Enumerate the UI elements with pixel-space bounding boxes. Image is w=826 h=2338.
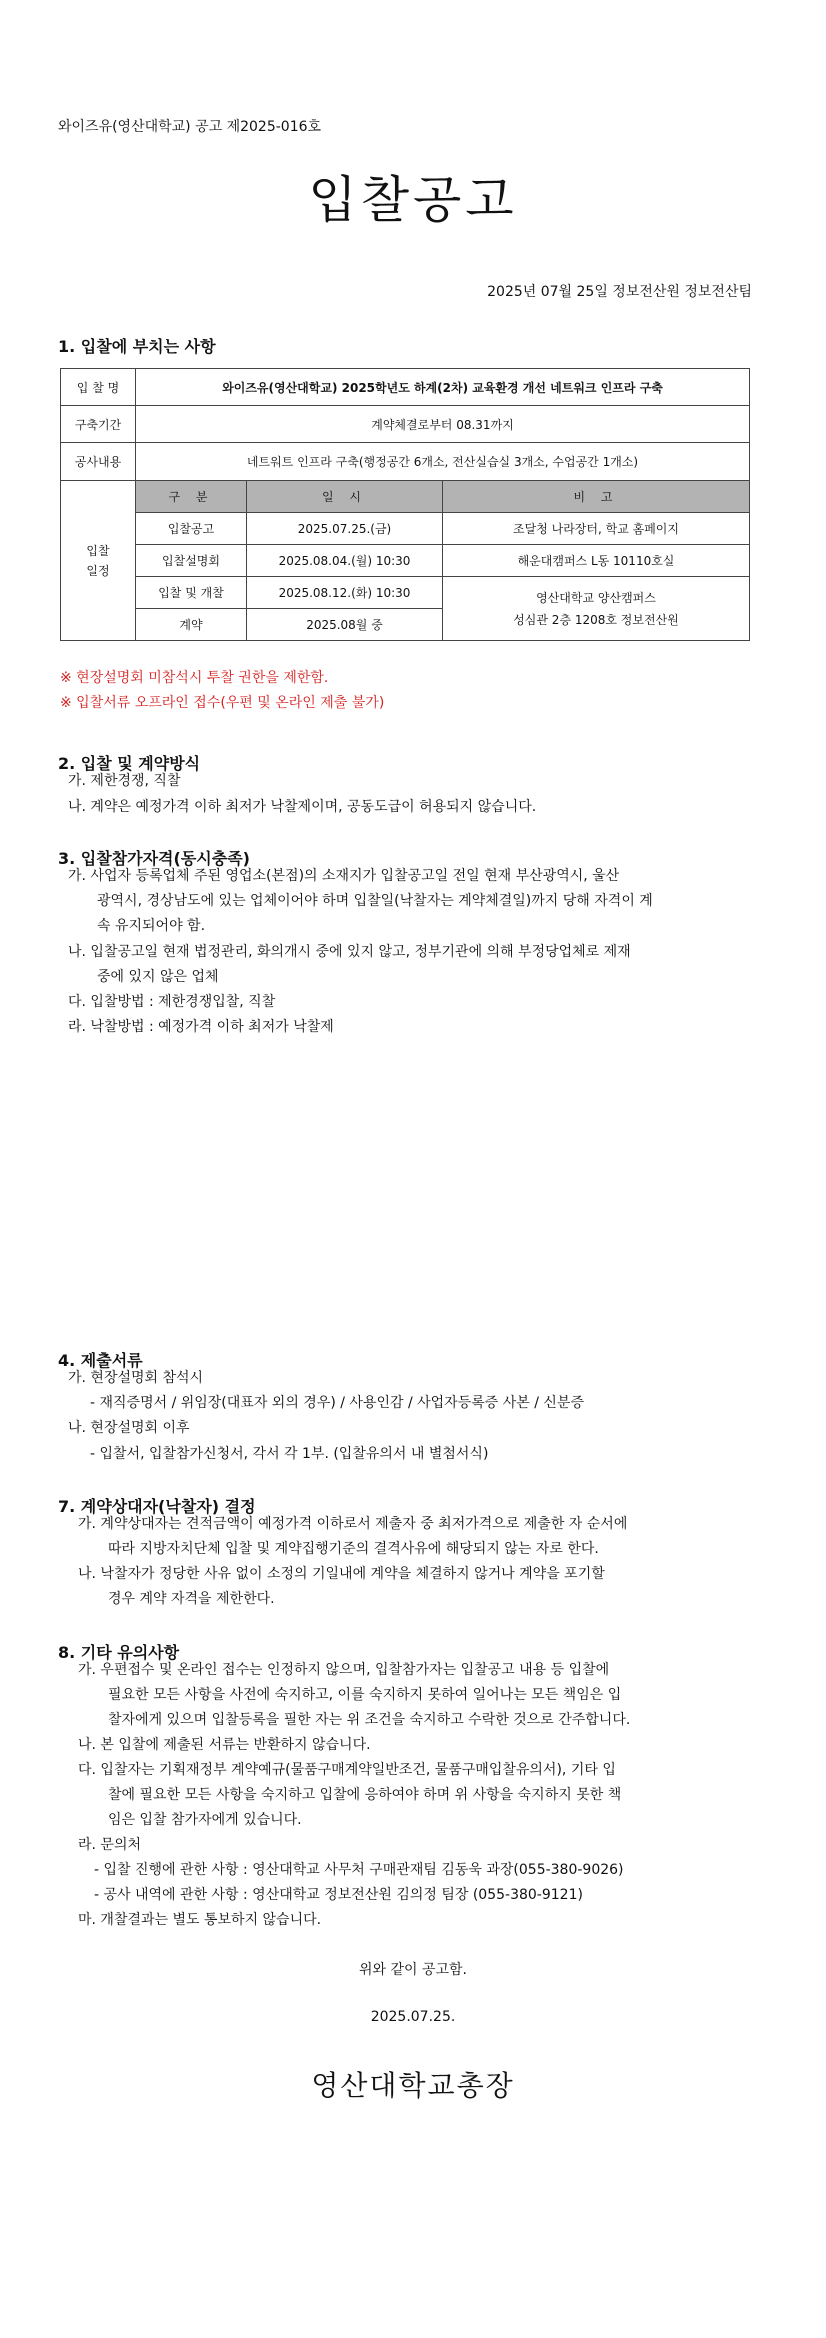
issue-date-issuer: 2025년 07월 25일 정보전산원 정보전산팀 [487,284,752,300]
s8-item-c-cont: 임은 입찰 참가자에게 있습니다. [108,1812,302,1828]
warning-text-1: ※ 현장설명회 미참석시 투찰 권한을 제한함. [60,670,329,686]
schedule-row-note: 해운대캠퍼스 L동 10110호실 [443,545,750,577]
s4-item-a: 가. 현장설명회 참석시 [68,1370,204,1386]
notice-number: 와이즈유(영산대학교) 공고 제2025-016호 [58,119,322,135]
s7-item-a-cont: 따라 지방자치단체 입찰 및 계약집행기준의 결격사유에 해당되지 않는 자로 한다. [108,1541,599,1557]
s8-item-d: 라. 문의처 [78,1837,141,1853]
bid-name-value: 와이즈유(영산대학교) 2025학년도 하계(2차) 교육환경 개선 네트워크 인프라 구축 [136,369,750,406]
s3-item-a-cont: 광역시, 경상남도에 있는 업체이어야 하며 입찰일(낙찰자는 계약체결일)까지 당해 자격이 계 [97,893,653,909]
schedule-merged-note [443,577,750,641]
period-label: 구축기간 [61,406,136,443]
s2-item: 나. 계약은 예정가격 이하 최저가 낙찰제이며, 공동도급이 허용되지 않습니다. [68,799,537,815]
schedule-row-date: 2025.07.25.(금) [247,513,443,545]
content-value: 네트워트 인프라 구축(행정공간 6개소, 전산실습실 3개소, 수업공간 1개소) [136,443,750,481]
schedule-row-note: 조달청 나라장터, 학교 홈페이지 [443,513,750,545]
s4-item-b-sub: - 입찰서, 입찰참가신청서, 각서 각 1부. (입찰유의서 내 별첨서식) [90,1446,489,1462]
s3-item-a: 가. 사업자 등록업체 주된 영업소(본점)의 소재지가 입찰공고일 전일 현재 부산광역시, 울산 [68,868,620,884]
s8-item-c: 다. 입찰자는 기획재정부 계약예규(물품구매계약일반조건, 물품구매입찰유의서), 기타 입 [78,1762,616,1778]
s3-item-b: 나. 입찰공고일 현재 법정관리, 화의개시 중에 있지 않고, 정부기관에 의해 부정당업체로 제재 [68,944,631,960]
schedule-row-type: 입찰설명회 [136,545,247,577]
section-2-heading: 2. 입찰 및 계약방식 [58,754,201,773]
schedule-row-date: 2025.08월 중 [247,609,443,641]
s8-contact-2: - 공사 내역에 관한 사항 : 영산대학교 정보전산원 김의정 팀장 (055-380-9121) [94,1887,583,1903]
section-8-heading: 8. 기타 유의사항 [58,1643,180,1662]
schedule-row-type: 입찰 및 개찰 [136,577,247,609]
s3-item-d: 라. 낙찰방법 : 예정가격 이하 최저가 낙찰제 [68,1019,334,1035]
signature: 영산대학교총장 [311,2069,515,2102]
section-3-heading: 3. 입찰참가자격(동시충족) [58,849,250,868]
merged-note-line-2: 성심관 2층 1208호 정보전산원 [513,612,679,627]
s8-item-b: 나. 본 입찰에 제출된 서류는 반환하지 않습니다. [78,1737,371,1753]
warning-text-2: ※ 입찰서류 오프라인 접수(우편 및 온라인 제출 불가) [60,695,385,711]
schedule-label [61,481,136,641]
schedule-label-line-2: 일정 [86,563,110,578]
s4-item-a-sub: - 재직증명서 / 위임장(대표자 외의 경우) / 사용인감 / 사업자등록증 사본 / 신분증 [90,1395,584,1411]
schedule-header-type: 구 분 [136,481,247,513]
s8-item-a-cont: 찰자에게 있으며 입찰등록을 필한 자는 위 조건을 숙지하고 수락한 것으로 간주합니다. [108,1712,631,1728]
content-label: 공사내용 [61,443,136,481]
s8-item-a: 가. 우편접수 및 온라인 접수는 인정하지 않으며, 입찰참가자는 입찰공고 내용 등 입찰에 [78,1662,610,1678]
section-4-heading: 4. 제출서류 [58,1351,143,1370]
s2-item: 가. 제한경쟁, 직찰 [68,773,181,789]
bid-info-table [60,368,750,641]
schedule-row-date: 2025.08.04.(월) 10:30 [247,545,443,577]
s4-item-b: 나. 현장설명회 이후 [68,1420,190,1436]
closing-date: 2025.07.25. [370,2009,456,2025]
period-value: 계약체결로부터 08.31까지 [136,406,750,443]
s3-item-c: 다. 입찰방법 : 제한경쟁입찰, 직찰 [68,994,276,1010]
s8-item-c-cont: 찰에 필요한 모든 사항을 숙지하고 입찰에 응하여야 하며 위 사항을 숙지하지 못한 책 [108,1787,622,1803]
schedule-header-note: 비 고 [443,481,750,513]
closing-statement: 위와 같이 공고함. [358,1962,468,1978]
s7-item-b: 나. 낙찰자가 정당한 사유 없이 소정의 기일내에 계약을 체결하지 않거나 계약을 포기할 [78,1566,605,1582]
s8-contact-1: - 입찰 진행에 관한 사항 : 영산대학교 사무처 구매관재팀 김동욱 과장(055-380-9026) [94,1862,624,1878]
s7-item-a: 가. 계약상대자는 견적금액이 예정가격 이하로서 제출자 중 최저가격으로 제출한 자 순서에 [78,1516,628,1532]
schedule-row-date: 2025.08.12.(화) 10:30 [247,577,443,609]
s3-item-b-cont: 중에 있지 않은 업체 [97,969,219,985]
s8-item-e: 마. 개찰결과는 별도 통보하지 않습니다. [78,1912,322,1928]
bid-name-label: 입 찰 명 [61,369,136,406]
page-title: 입찰공고 [308,171,518,229]
section-7-heading: 7. 계약상대자(낙찰자) 결정 [58,1497,256,1516]
schedule-row-type: 계약 [136,609,247,641]
merged-note-line-1: 영산대학교 양산캠퍼스 [536,590,656,605]
schedule-label-line-1: 입찰 [86,543,110,558]
s8-item-a-cont: 필요한 모든 사항을 사전에 숙지하고, 이를 숙지하지 못하여 일어나는 모든 책임은 입 [108,1687,622,1703]
s7-item-b-cont: 경우 계약 자격을 제한한다. [108,1591,275,1607]
schedule-header-date: 일 시 [247,481,443,513]
s3-item-a-cont: 속 유지되어야 함. [97,918,206,934]
section-1-heading: 1. 입찰에 부치는 사항 [58,337,216,356]
schedule-row-type: 입찰공고 [136,513,247,545]
